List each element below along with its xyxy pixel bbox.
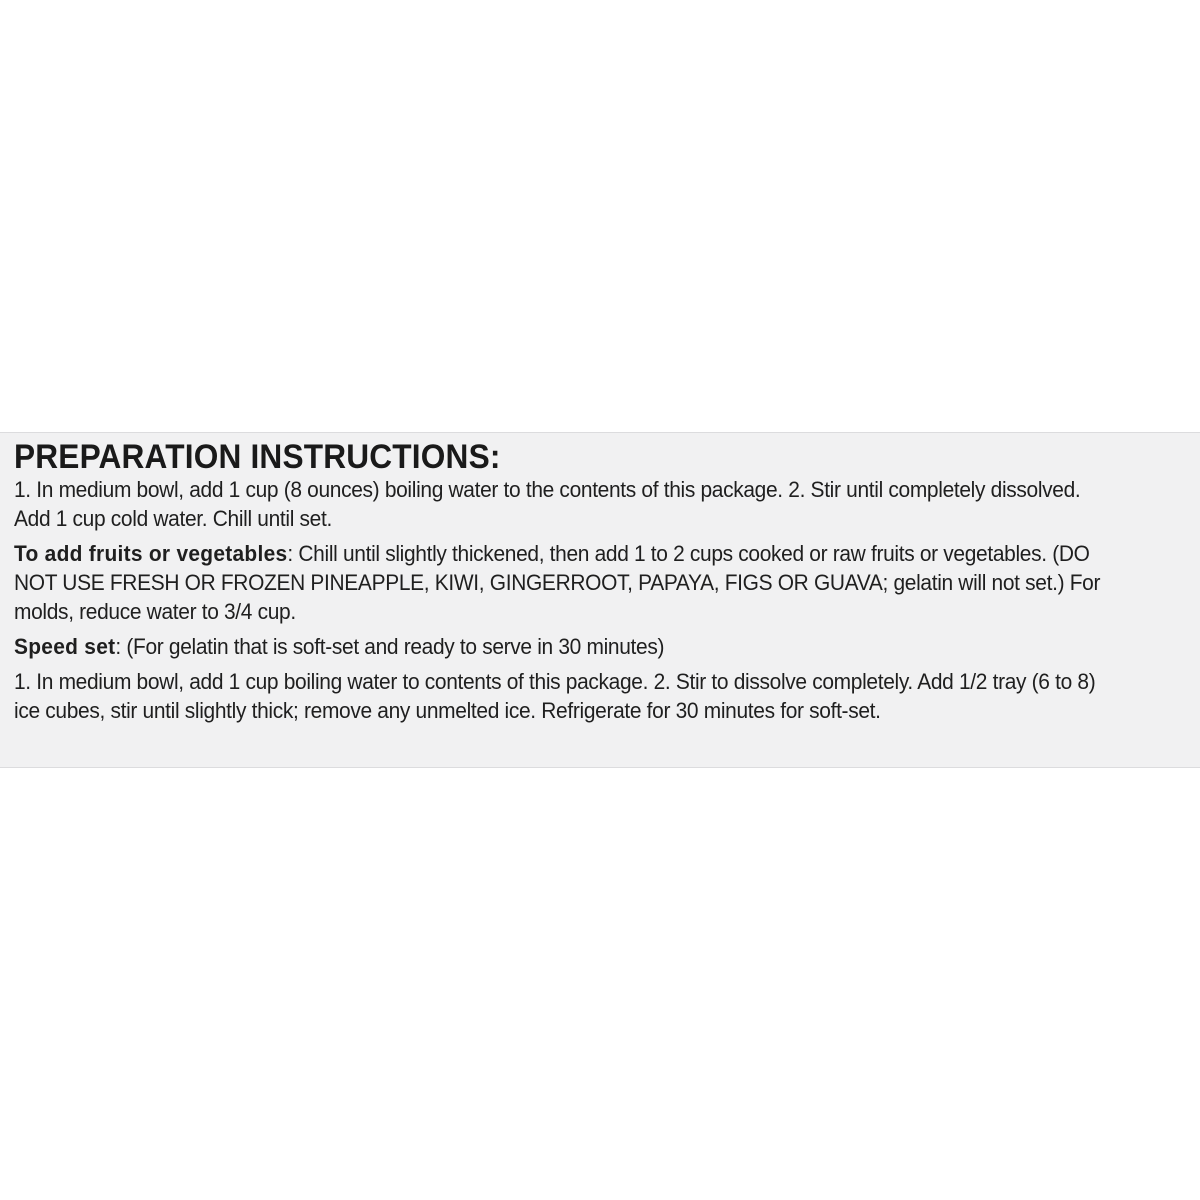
- fruits-text: : Chill until slightly thickened, then add 1 to 2 cups cooked or raw fruits or vegetables. (DO NOT USE FRESH OR FROZEN PINEAPPLE, KIWI, GINGERROOT, PAPAYA, FIGS OR GUAVA; gelatin will not set.) For molds, reduce water to 3/4 cup.: [14, 541, 1101, 624]
- instructions-heading: PREPARATION INSTRUCTIONS:: [14, 438, 501, 476]
- speed-set-paragraph: [14, 632, 1111, 661]
- fruits-paragraph: [14, 539, 1111, 626]
- fruits-lead: To add fruits or vegetables: [14, 541, 288, 566]
- speed-set-lead: Speed set: [14, 634, 116, 659]
- speed-set-steps-paragraph: 1. In medium bowl, add 1 cup boiling water to contents of this package. 2. Stir to dissolve completely. Add 1/2 tray (6 to 8) ice cubes, stir until slightly thick; remove any unmelted ice. Refrigerate for 30 minutes for soft-set.: [14, 669, 1096, 723]
- instructions-panel: [0, 432, 1200, 768]
- speed-set-text: : (For gelatin that is soft-set and ready to serve in 30 minutes): [115, 634, 665, 659]
- basic-steps-paragraph: 1. In medium bowl, add 1 cup (8 ounces) boiling water to the contents of this package. 2. Stir until completely dissolved. Add 1 cup cold water. Chill until set.: [14, 477, 1081, 531]
- instructions-content: [14, 437, 1111, 731]
